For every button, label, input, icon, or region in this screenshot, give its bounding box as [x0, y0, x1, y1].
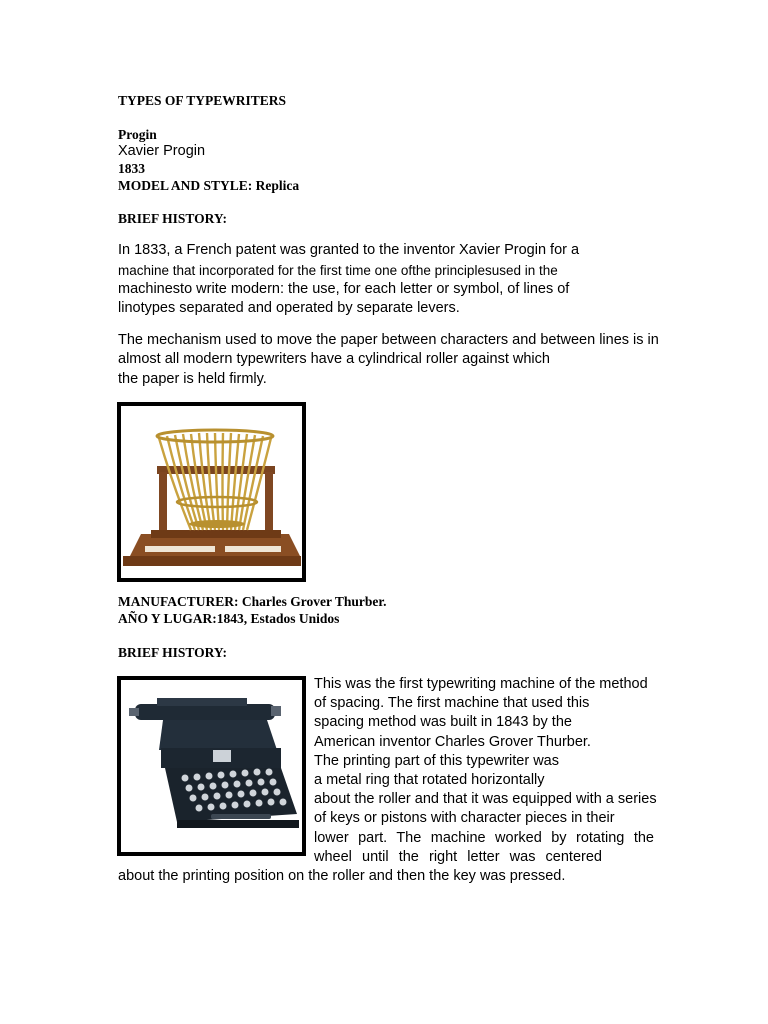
black-typewriter-image [121, 680, 302, 852]
paragraph-line: the paper is held firmly. [118, 371, 267, 387]
paragraph-line: American inventor Charles Grover Thurber. [314, 734, 591, 750]
history-heading-2: BRIEF HISTORY: [118, 645, 227, 660]
progin-typewriter-photo [117, 402, 306, 582]
invention-year: 1833 [118, 161, 145, 176]
paragraph-line: about the roller and that it was equipped with a series [314, 791, 657, 807]
paragraph-line: In 1833, a French patent was granted to the inventor Xavier Progin for a [118, 242, 580, 258]
typewriter-name: Progin [118, 127, 157, 142]
paragraph-line: about the printing position on the roller and then the key was pressed. [118, 868, 566, 884]
progin-typewriter-image [121, 406, 302, 578]
history-heading-1: BRIEF HISTORY: [118, 211, 227, 226]
paragraph-line: almost all modern typewriters have a cylindrical roller against which [118, 351, 550, 367]
paragraph-line: of keys or pistons with character pieces in their [314, 810, 615, 826]
paragraph-line: wheel until the right letter was centered [314, 849, 602, 865]
paragraph-line: spacing method was built in 1843 by the [314, 714, 572, 730]
paragraph-line: a metal ring that rotated horizontally [314, 772, 545, 788]
year-and-place: AÑO Y LUGAR:1843, Estados Unidos [118, 611, 340, 626]
inventor-name: Xavier Progin [118, 143, 206, 159]
paragraph-line: The mechanism used to move the paper between characters and between lines is in [118, 332, 659, 348]
manufacturer: MANUFACTURER: Charles Grover Thurber. [118, 594, 387, 609]
paragraph-line: machinesto write modern: the use, for each letter or symbol, of lines of [118, 281, 570, 297]
paragraph-line: machine that incorporated for the first time one ofthe principlesused in the [118, 263, 558, 278]
paragraph-line: lower part. The machine worked by rotating the [314, 830, 654, 846]
paragraph-line: linotypes separated and operated by separate levers. [118, 300, 460, 316]
model-and-style: MODEL AND STYLE: Replica [118, 178, 300, 193]
black-typewriter-photo [117, 676, 306, 856]
paragraph-line: of spacing. The first machine that used this [314, 695, 590, 711]
document-title: TYPES OF TYPEWRITERS [118, 93, 287, 108]
paragraph-line: The printing part of this typewriter was [314, 753, 559, 769]
paragraph-line: This was the first typewriting machine of the method [314, 676, 648, 692]
